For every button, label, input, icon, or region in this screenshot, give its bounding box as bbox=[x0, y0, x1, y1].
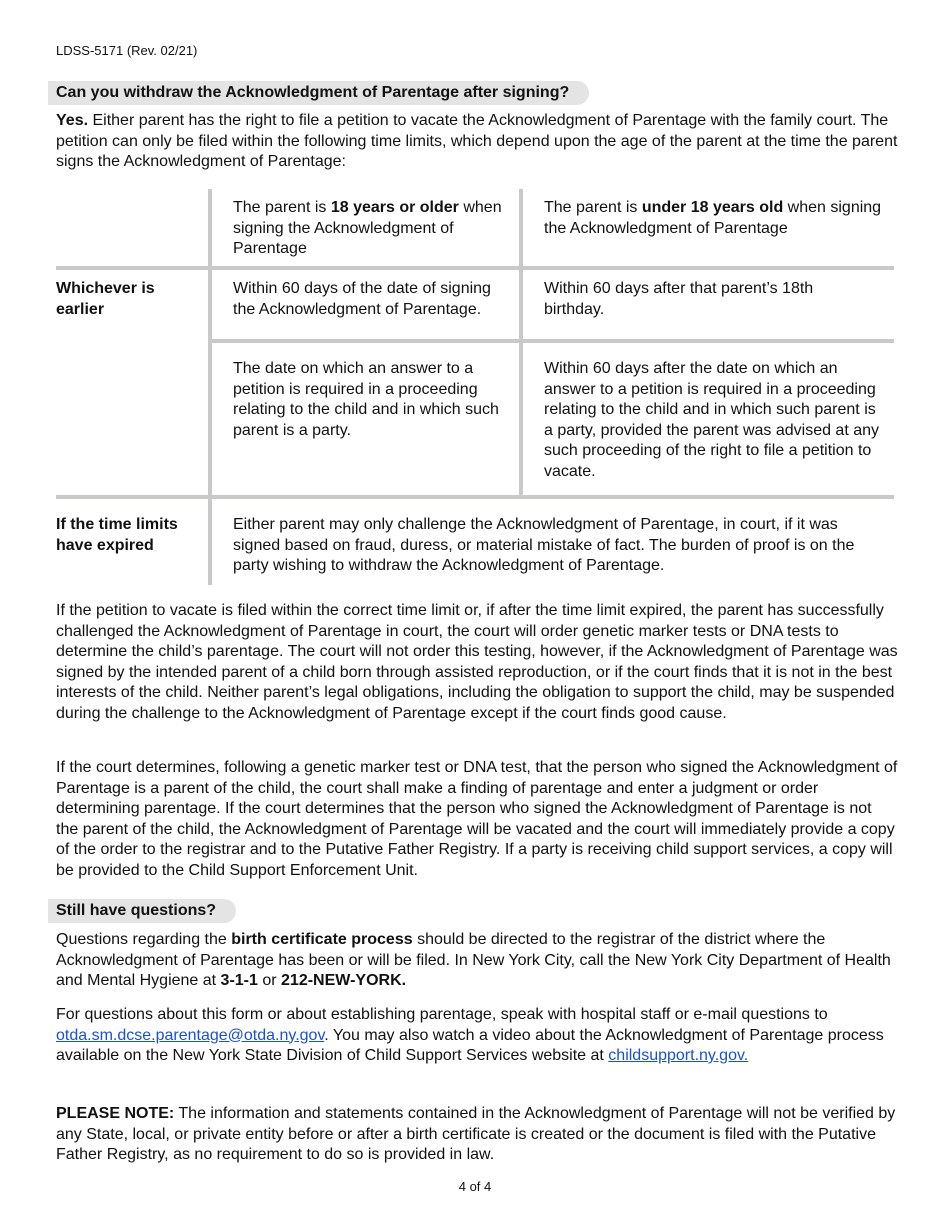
intro-text: Either parent has the right to file a petition to vacate the Acknowledgment of Parentage with the family court. The petition can only be filed within the following time limits, which depend upon the age of the parent at the time the parent signs the Acknowledgment of Parentage: bbox=[56, 112, 898, 170]
website-link[interactable]: childsupport.ny.gov. bbox=[608, 1047, 749, 1064]
body-paragraph-testing: If the petition to vacate is filed within the correct time limit or, if after the time limit expired, the parent has successfully challenged the Acknowledgment of Parentage in court, the court will order genetic marker tests or DNA tests to determine the child’s parentage. The court will not order this testing, however, if the Acknowledgment of Parentage was signed by the intended parent of a child born through assisted reproduction, or if the court finds that it is not in the best interests of the child. Neither parent’s legal obligations, including the obligation to support the child, may be suspended during the challenge to the Acknowledgment of Parentage except if the court finds good cause. bbox=[56, 602, 898, 722]
table-divider bbox=[56, 495, 894, 499]
please-note-paragraph: PLEASE NOTE: The information and statements contained in the Acknowledgment of Parentage will not be verified by any State, local, or private entity before or after a birth certificate is created or the document is filed with the Putative Father Registry, as no requirement to do so is provided in law. bbox=[56, 1105, 896, 1163]
table-divider bbox=[519, 189, 523, 497]
cell-minor-limit-1: Within 60 days after that parent’s 18th birthday. bbox=[544, 280, 814, 318]
phone-311: 3-1-1 bbox=[220, 972, 258, 989]
cell-adult-limit-1: Within 60 days of the date of signing the Acknowledgment of Parentage. bbox=[233, 280, 491, 318]
cell-adult-limit-2: The date on which an answer to a petition is required in a proceeding relating to the child and in which such parent is a party. bbox=[233, 360, 499, 439]
table-divider bbox=[212, 339, 894, 343]
table-divider bbox=[208, 189, 212, 585]
email-link[interactable]: otda.sm.dcse.parentage@otda.ny.gov bbox=[56, 1026, 325, 1044]
intro-bold: Yes. bbox=[56, 112, 89, 129]
questions-paragraph-contact: For questions about this form or about establishing parentage, speak with hospital staff or e-mail questions to otda.sm.dcse.parentage@otda.ny.gov. You may also watch a video about the Acknowledgment of Parentage process available on the New York State Division of Child Support Services website at childsupport.ny.gov. bbox=[56, 1006, 884, 1064]
row-label-whichever-earlier: Whichever is earlier bbox=[56, 280, 155, 318]
body-paragraph-determination: If the court determines, following a genetic marker test or DNA test, that the person who signed the Acknowledgment of Parentage is a parent of the child, the court shall make a finding of parentage and enter a judgment or order determining parentage. If the court determines that the person who signed the Acknowledgment of Parentage is not the parent of the child, the Acknowledgment of Parentage will be vacated and the court will immediately provide a copy of the order to the registrar and to the Putative Father Registry. If a party is receiving child support services, a copy will be provided to the Child Support Enforcement Unit. bbox=[56, 759, 898, 879]
page-number: 4 of 4 bbox=[458, 1179, 492, 1194]
cell-limits-expired: Either parent may only challenge the Acknowledgment of Parentage, in court, if it was signed based on fraud, duress, or material mistake of fact. The burden of proof is on the party wishing to withdraw the Acknowledgment of Parentage. bbox=[233, 516, 855, 574]
form-id: LDSS-5171 (Rev. 02/21) bbox=[56, 43, 198, 58]
time-limits-table bbox=[56, 189, 894, 585]
row-label-limits-expired: If the time limits have expired bbox=[56, 516, 178, 554]
col-header-minor: The parent is under 18 years old when signing the Acknowledgment of Parentage bbox=[544, 199, 882, 237]
col-header-adult: The parent is 18 years or older when signing the Acknowledgment of Parentage bbox=[233, 199, 502, 257]
table-divider bbox=[56, 266, 894, 270]
please-note-label: PLEASE NOTE: bbox=[56, 1105, 175, 1122]
intro-paragraph bbox=[56, 111, 898, 173]
section-heading-withdraw: Can you withdraw the Acknowledgment of Parentage after signing? bbox=[48, 81, 589, 105]
section-heading-questions: Still have questions? bbox=[48, 899, 236, 923]
questions-paragraph-birth-certificate: Questions regarding the birth certificate process should be directed to the registrar of the district where the Acknowledgment of Parentage has been or will be filed. In New York City, call the New York City Department of Health and Mental Hygiene at 3-1-1 or 212-NEW-YORK. bbox=[56, 931, 891, 989]
phone-212: 212-NEW-YORK. bbox=[281, 972, 407, 989]
cell-minor-limit-2: Within 60 days after the date on which an answer to a petition is required in a proceeding relating to the child and in which such parent is a party, provided the parent was advised at any such proceeding of the right to file a petition to vacate. bbox=[544, 360, 880, 480]
